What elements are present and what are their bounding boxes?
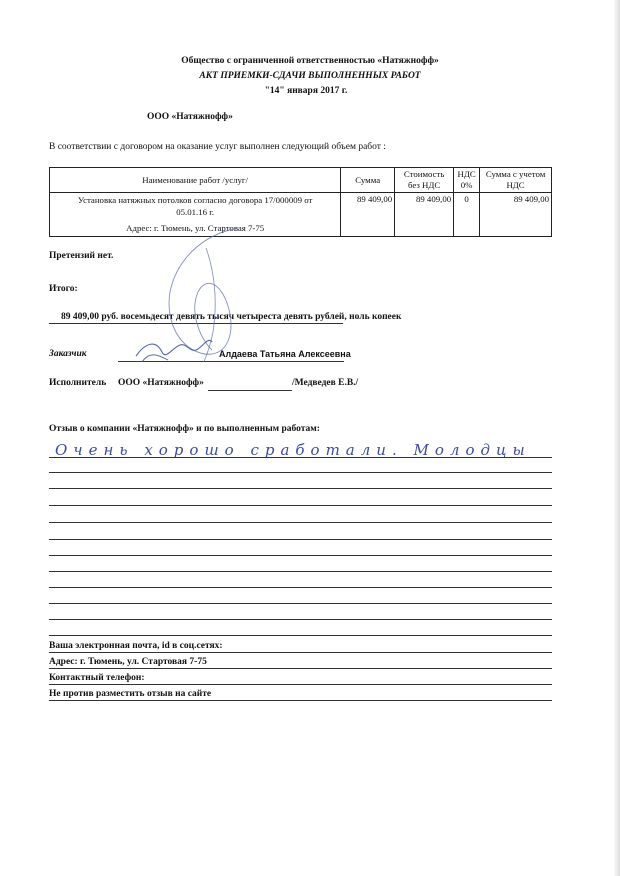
row-vat: 0 [454, 193, 480, 237]
col-header-sum: Сумма [341, 168, 395, 193]
review-line [49, 571, 552, 572]
works-table [49, 167, 552, 237]
review-line [49, 555, 552, 556]
total-amount-text: 89 409,00 руб. восемьдесят девять тысяч четыреста девять рублей, ноль копеек [61, 312, 402, 322]
col-header-no-vat: Стоимость без НДС [395, 168, 454, 193]
review-line [49, 587, 552, 588]
handwritten-review: Очень хорошо сработали. Молодцы [55, 441, 531, 459]
row-address: Адрес: г. Тюмень, ул. Стартовая 7-75 [126, 223, 265, 233]
act-date: "14" января 2017 г. [264, 86, 348, 96]
row-no-vat: 89 409,00 [395, 193, 454, 237]
review-label: Отзыв о компании «Натяжнофф» и по выполненным работам: [49, 424, 320, 434]
col-header-total: Сумма с учетом НДС [480, 168, 552, 193]
act-title: АКТ ПРИЕМКИ-СДАЧИ ВЫПОЛНЕННЫХ РАБОТ [199, 71, 421, 81]
col-header-vat: НДС 0% [454, 168, 480, 193]
review-line [49, 522, 552, 523]
consent-line [49, 700, 552, 701]
review-line [49, 472, 552, 473]
row-total: 89 409,00 [480, 193, 552, 237]
contractor-org: ООО «Натяжнофф» [118, 378, 204, 388]
scan-edge [614, 0, 620, 876]
contractor-label: Исполнитель [49, 378, 107, 388]
customer-name: Алдаева Татьяна Алексеевна [219, 349, 351, 359]
claims-text: Претензий нет. [49, 251, 114, 261]
email-label: Ваша электронная почта, id в соц.сетях: [49, 641, 223, 651]
col-header-name: Наименование работ /услуг/ [50, 168, 341, 193]
org-short-name: ООО «Натяжнофф» [147, 112, 233, 122]
total-underline [49, 323, 343, 324]
address-line [49, 668, 552, 669]
phone-line [49, 684, 552, 685]
review-line [49, 505, 552, 506]
total-label: Итого: [49, 284, 78, 294]
contact-address: Адрес: г. Тюмень, ул. Стартовая 7-75 [49, 657, 207, 667]
review-line [49, 488, 552, 489]
row-sum: 89 409,00 [341, 193, 395, 237]
contractor-signature-line [208, 390, 292, 391]
review-line [49, 457, 552, 458]
org-full-name: Общество с ограниченной ответственностью «Натяжнофф» [181, 56, 439, 66]
consent-text: Не против разместить отзыв на сайте [49, 689, 212, 699]
contractor-name: /Медведев Е.В./ [292, 378, 359, 388]
review-line [49, 619, 552, 620]
customer-signature-line [118, 361, 344, 362]
customer-label: Заказчик [49, 349, 87, 359]
table-row [50, 193, 552, 237]
email-line [49, 652, 552, 653]
intro-text: В соответствии с договором на оказание услуг выполнен следующий объем работ : [49, 142, 386, 152]
review-line [49, 603, 552, 604]
review-line [49, 635, 552, 636]
row-work-name: Установка натяжных потолков согласно договора 17/000009 от 05.01.16 г. [77, 195, 313, 217]
phone-label: Контактный телефон: [49, 673, 145, 683]
review-line [49, 539, 552, 540]
